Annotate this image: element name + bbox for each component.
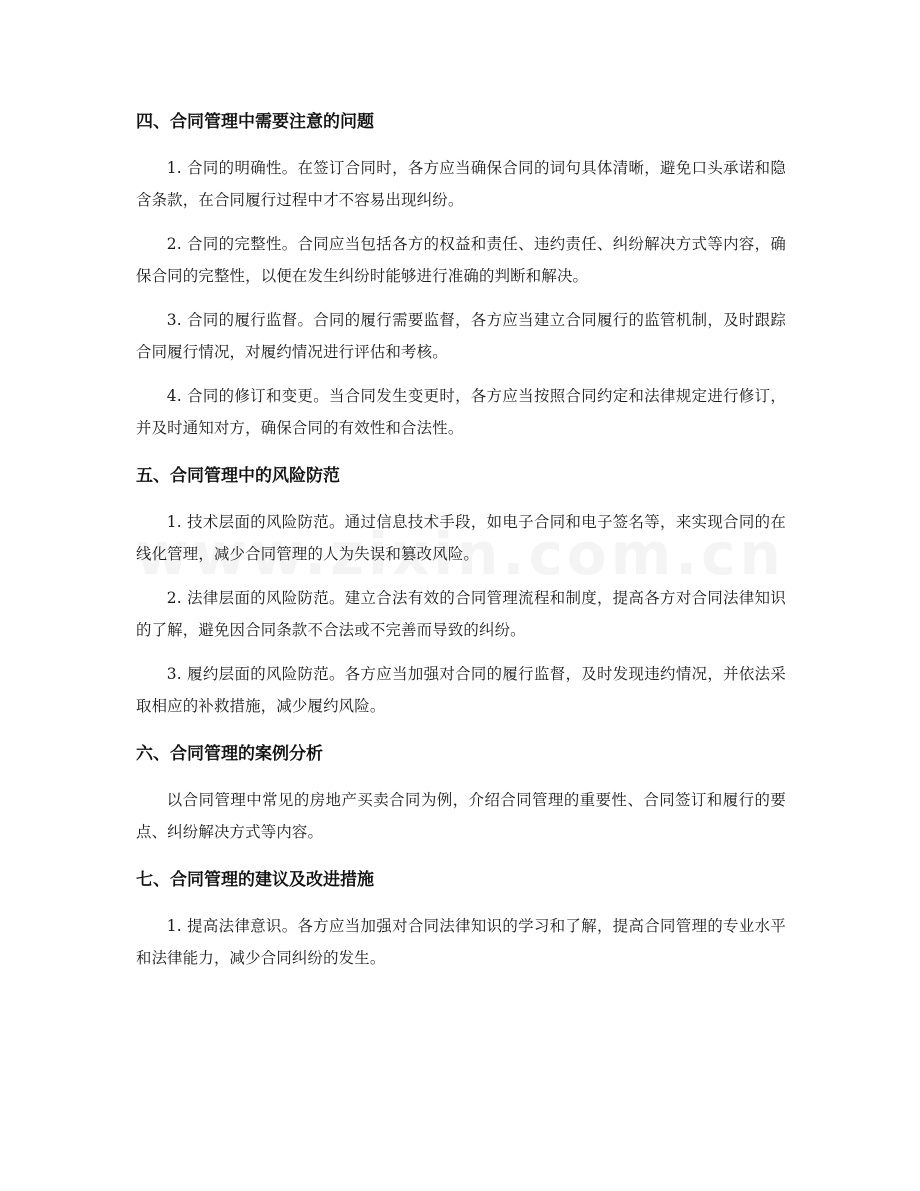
- section-heading: 四、合同管理中需要注意的问题: [136, 112, 374, 132]
- paragraph: 3. 履约层面的风险防范。各方应当加强对合同的履行监督，及时发现违约情况，并依法采取相应的补救措施，减少履约风险。: [136, 665, 786, 715]
- paragraph: 4. 合同的修订和变更。当合同发生变更时，各方应当按照合同约定和法律规定进行修订，并及时通知对方，确保合同的有效性和合法性。: [136, 387, 786, 437]
- paragraph: 1. 提高法律意识。各方应当加强对合同法律知识的学习和了解，提高合同管理的专业水平和法律能力，减少合同纠纷的发生。: [136, 917, 786, 967]
- paragraph: 2. 合同的完整性。合同应当包括各方的权益和责任、违约责任、纠纷解决方式等内容，确保合同的完整性，以便在发生纠纷时能够进行准确的判断和解决。: [136, 235, 786, 285]
- section-heading: 五、合同管理中的风险防范: [136, 466, 340, 486]
- paragraph: 1. 技术层面的风险防范。通过信息技术手段，如电子合同和电子签名等，来实现合同的在线化管理，减少合同管理的人为失误和篡改风险。: [136, 513, 786, 563]
- paragraph: 1. 合同的明确性。在签订合同时，各方应当确保合同的词句具体清晰，避免口头承诺和隐含条款，在合同履行过程中才不容易出现纠纷。: [136, 159, 786, 209]
- paragraph: 2. 法律层面的风险防范。建立合法有效的合同管理流程和制度，提高各方对合同法律知识的了解，避免因合同条款不合法或不完善而导致的纠纷。: [136, 589, 786, 639]
- paragraph: 3. 合同的履行监督。合同的履行需要监督，各方应当建立合同履行的监管机制，及时跟踪合同履行情况，对履约情况进行评估和考核。: [136, 311, 786, 361]
- document-body: [136, 108, 786, 986]
- section-heading: 六、合同管理的案例分析: [136, 744, 323, 764]
- section-heading: 七、合同管理的建议及改进措施: [136, 870, 374, 890]
- paragraph: 以合同管理中常见的房地产买卖合同为例，介绍合同管理的重要性、合同签订和履行的要点、纠纷解决方式等内容。: [136, 791, 786, 841]
